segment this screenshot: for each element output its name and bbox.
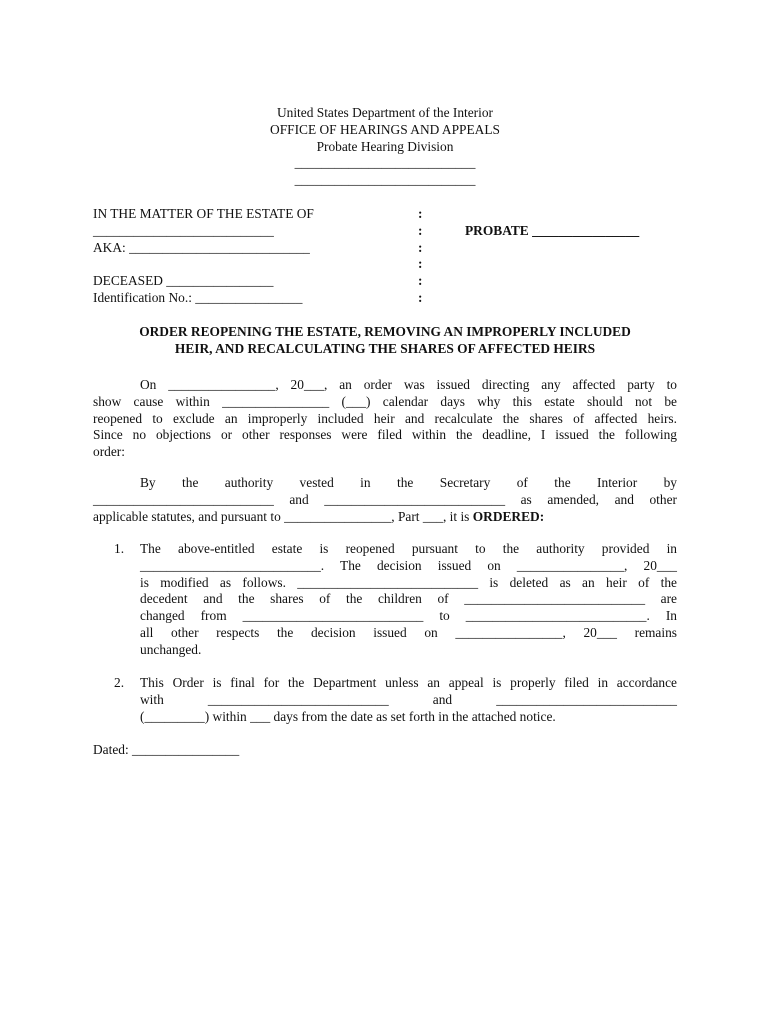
header-blank-1: ___________________________ <box>294 155 476 171</box>
agency-header <box>0 105 770 189</box>
item-number: 2. <box>114 675 125 690</box>
paragraph-line: reopened to exclude an improperly included heir and recalculate the shares of affected heirs. <box>93 410 677 426</box>
dated-field: Dated: ________________ <box>93 742 240 757</box>
item-number: 1. <box>114 541 125 556</box>
division-name: Probate Hearing Division <box>316 138 454 154</box>
header-blank-2: ___________________________ <box>294 172 476 188</box>
ordered-label: ORDERED: <box>472 508 545 524</box>
paragraph-line: ___________________________ and ___________________________ as amended, and other <box>93 491 677 507</box>
department-name: United States Department of the Interior <box>276 105 494 120</box>
paragraph-line: show cause within ________________ (___) calendar days why this estate should not be <box>93 393 677 409</box>
authority-text: applicable statutes, and pursuant to ________________, Part ___, it is <box>93 508 473 524</box>
caption-colon: : <box>418 206 423 221</box>
item-line: ___________________________. The decision issued on ________________, 20___ <box>140 557 677 573</box>
authority-paragraph <box>93 475 677 525</box>
paragraph-line: Since no objections or other responses were filed within the deadline, I issued the following <box>93 427 677 443</box>
estate-matter-label: IN THE MATTER OF THE ESTATE OF <box>93 206 314 221</box>
caption-colon: : <box>418 273 423 288</box>
paragraph-line: On ________________, 20___, an order was issued directing any affected party to <box>140 377 677 392</box>
item-body <box>140 541 677 659</box>
identification-number-field: Identification No.: ________________ <box>93 290 303 305</box>
aka-field: AKA: ___________________________ <box>93 240 310 255</box>
order-title <box>93 323 677 357</box>
caption-colon: : <box>418 240 423 255</box>
deceased-field: DECEASED ________________ <box>93 273 274 288</box>
office-name: OFFICE OF HEARINGS AND APPEALS <box>270 121 500 137</box>
item-line: changed from ___________________________ to ___________________________. In <box>140 608 677 624</box>
item-line: all other respects the decision issued on ________________, 20___ remains <box>140 624 677 640</box>
probate-number-field: PROBATE ________________ <box>465 223 640 238</box>
order-title-line: ORDER REOPENING THE ESTATE, REMOVING AN IMPROPERLY INCLUDED <box>139 324 631 339</box>
item-line: with ___________________________ and ___________________________ <box>140 691 677 707</box>
caption-colon: : <box>418 290 423 305</box>
item-line: decedent and the shares of the children of ___________________________ are <box>140 591 677 607</box>
paragraph-line: By the authority vested in the Secretary of the Interior by <box>140 475 677 490</box>
estate-name-blank: ___________________________ <box>93 223 274 238</box>
item-line: unchanged. <box>140 641 202 657</box>
order-title-line: HEIR, AND RECALCULATING THE SHARES OF AFFECTED HEIRS <box>174 341 596 356</box>
item-line: The above-entitled estate is reopened pursuant to the authority provided in <box>140 541 677 556</box>
intro-paragraph <box>93 377 677 461</box>
item-line: (_________) within ___ days from the date as set forth in the attached notice. <box>140 708 556 724</box>
caption-colon: : <box>418 223 423 238</box>
item-body <box>140 675 677 725</box>
caption-colon: : <box>418 256 423 271</box>
paragraph-line: order: <box>93 444 125 460</box>
item-line: is modified as follows. ___________________________ is deleted as an heir of the <box>140 574 677 590</box>
paragraph-line <box>93 509 677 526</box>
item-line: This Order is final for the Department unless an appeal is properly filed in accordance <box>140 675 677 690</box>
